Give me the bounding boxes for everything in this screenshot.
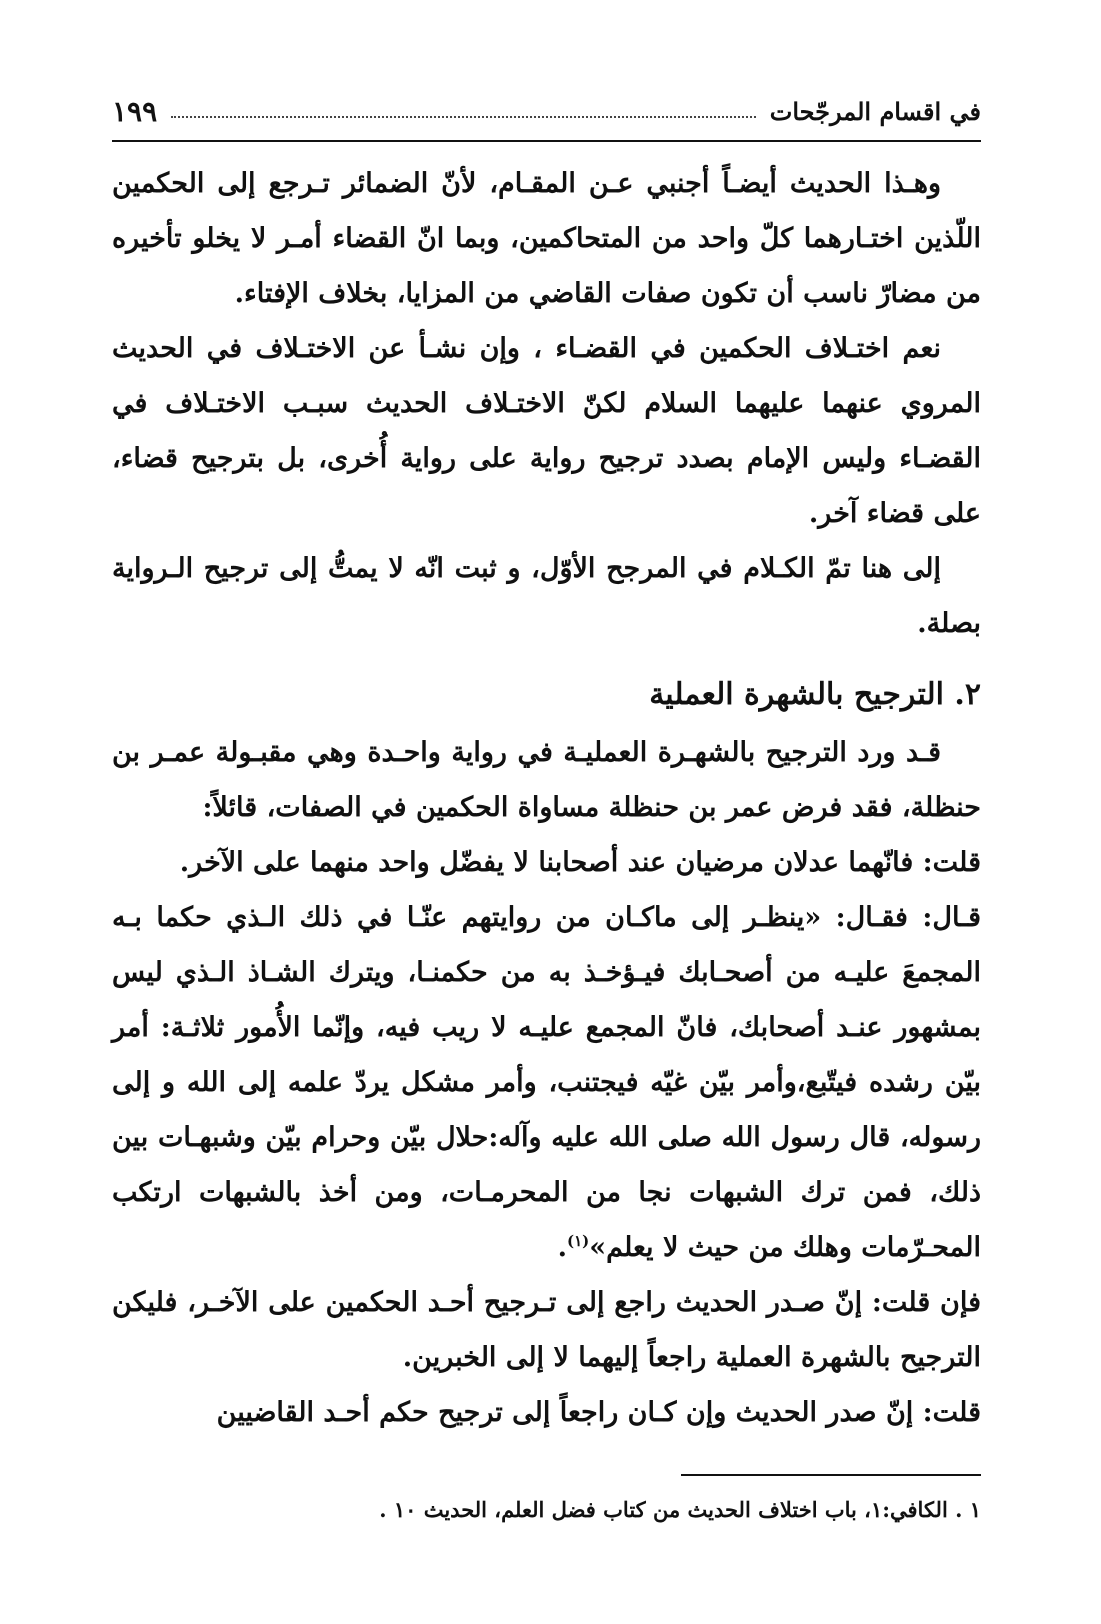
paragraph-4: قـد ورد الترجيح بالشهـرة العمليـة في رواية واحـدة وهي مقبـولة عمـر بن حنظلة، فقد فرض عمر بن حنظلة مساواة الحكمين في الصفات، قائلاً:	[112, 737, 981, 823]
paragraph-5: قلت: فانّهما عدلان مرضيان عند أصحابنا لا يفضّل واحد منهما على الآخر.	[179, 847, 981, 878]
page-header	[112, 78, 981, 132]
quoted-hadith: قـال: فقـال: «ينظـر إلى ماكـان من روايتهم عنّـا في ذلك الـذي حكما بـه المجمعَ عليـه من أصحـابك فيـؤخـذ به من حكمنـا، ويترك الشـاذ الـذي ليس بمشهور عنـد أصحابك، فانّ المجمع عليـه لا ريب فيه، وإنّما الأُمور ثلاثـة: أمر بيّن رشده فيتّبع،وأمر بيّن غيّه فيجتنب، وأمر مشكل يردّ علمه إلى الله و إلى رسوله، قال رسول الله صلى الله عليه وآله:حلال بيّن وحرام بيّن وشبهـات بين ذلك، فمن ترك الشبهات نجا من المحرمـات، ومن أخذ بالشبهات ارتكب المحـرّمات وهلك من حيث لا يعلم»	[112, 902, 981, 1263]
section-heading: ٢. الترجيح بالشهرة العملية	[649, 677, 981, 712]
footnote-reference: (١)	[566, 1232, 590, 1250]
paragraph-6	[112, 890, 981, 1275]
paragraph-8: قلت: إنّ صدر الحديث وإن كـان راجعاً إلى ترجيح حكم أحـد القاضيين	[216, 1397, 981, 1428]
paragraph-7: فإن قلت: إنّ صـدر الحديث راجع إلى تـرجيح أحـد الحكمين على الآخـر، فليكن الترجيح بالشهرة العملية راجعاً إليهما لا إلى الخبرين.	[112, 1287, 981, 1373]
footnote-1: ١ . الكافي:١، باب اختلاف الحديث من كتاب فضل العلم، الحديث ١٠ .	[379, 1497, 981, 1522]
paragraph-1: وهـذا الحديث أيضـاً أجنبي عـن المقـام، لأنّ الضمائر تـرجع إلى الحكمين اللّذين اختـارهما كلّ واحد من المتحاكمين، وبما انّ القضاء أمـر لا يخلو تأخيره من مضارّ ناسب أن تكون صفات القاضي من المزايا، بخلاف الإفتاء.	[112, 168, 981, 309]
header-rule	[112, 140, 981, 142]
body-text	[112, 156, 981, 1440]
paragraph-2: نعم اختـلاف الحكمين في القضـاء ، وإن نشـأ عن الاختـلاف في الحديث المروي عنهما عليهما السلام لكنّ الاختـلاف الحديث سبـب الاختـلاف في القضـاء وليس الإمام بصدد ترجيح رواية على رواية أُخرى، بل بترجيح قضاء، على قضاء آخر.	[112, 333, 981, 529]
header-dot-leader	[171, 116, 756, 118]
hadith-end-mark: .	[557, 1232, 567, 1263]
page-number: ١٩٩	[112, 95, 158, 128]
footnote-rule	[681, 1474, 981, 1476]
running-title: في اقسام المرجّحات	[769, 97, 981, 126]
paragraph-3: إلى هنا تمّ الكـلام في المرجح الأوّل، و ثبت انّه لا يمتُّ إلى ترجيح الـرواية بصلة.	[112, 553, 981, 639]
footnotes	[112, 1492, 981, 1528]
